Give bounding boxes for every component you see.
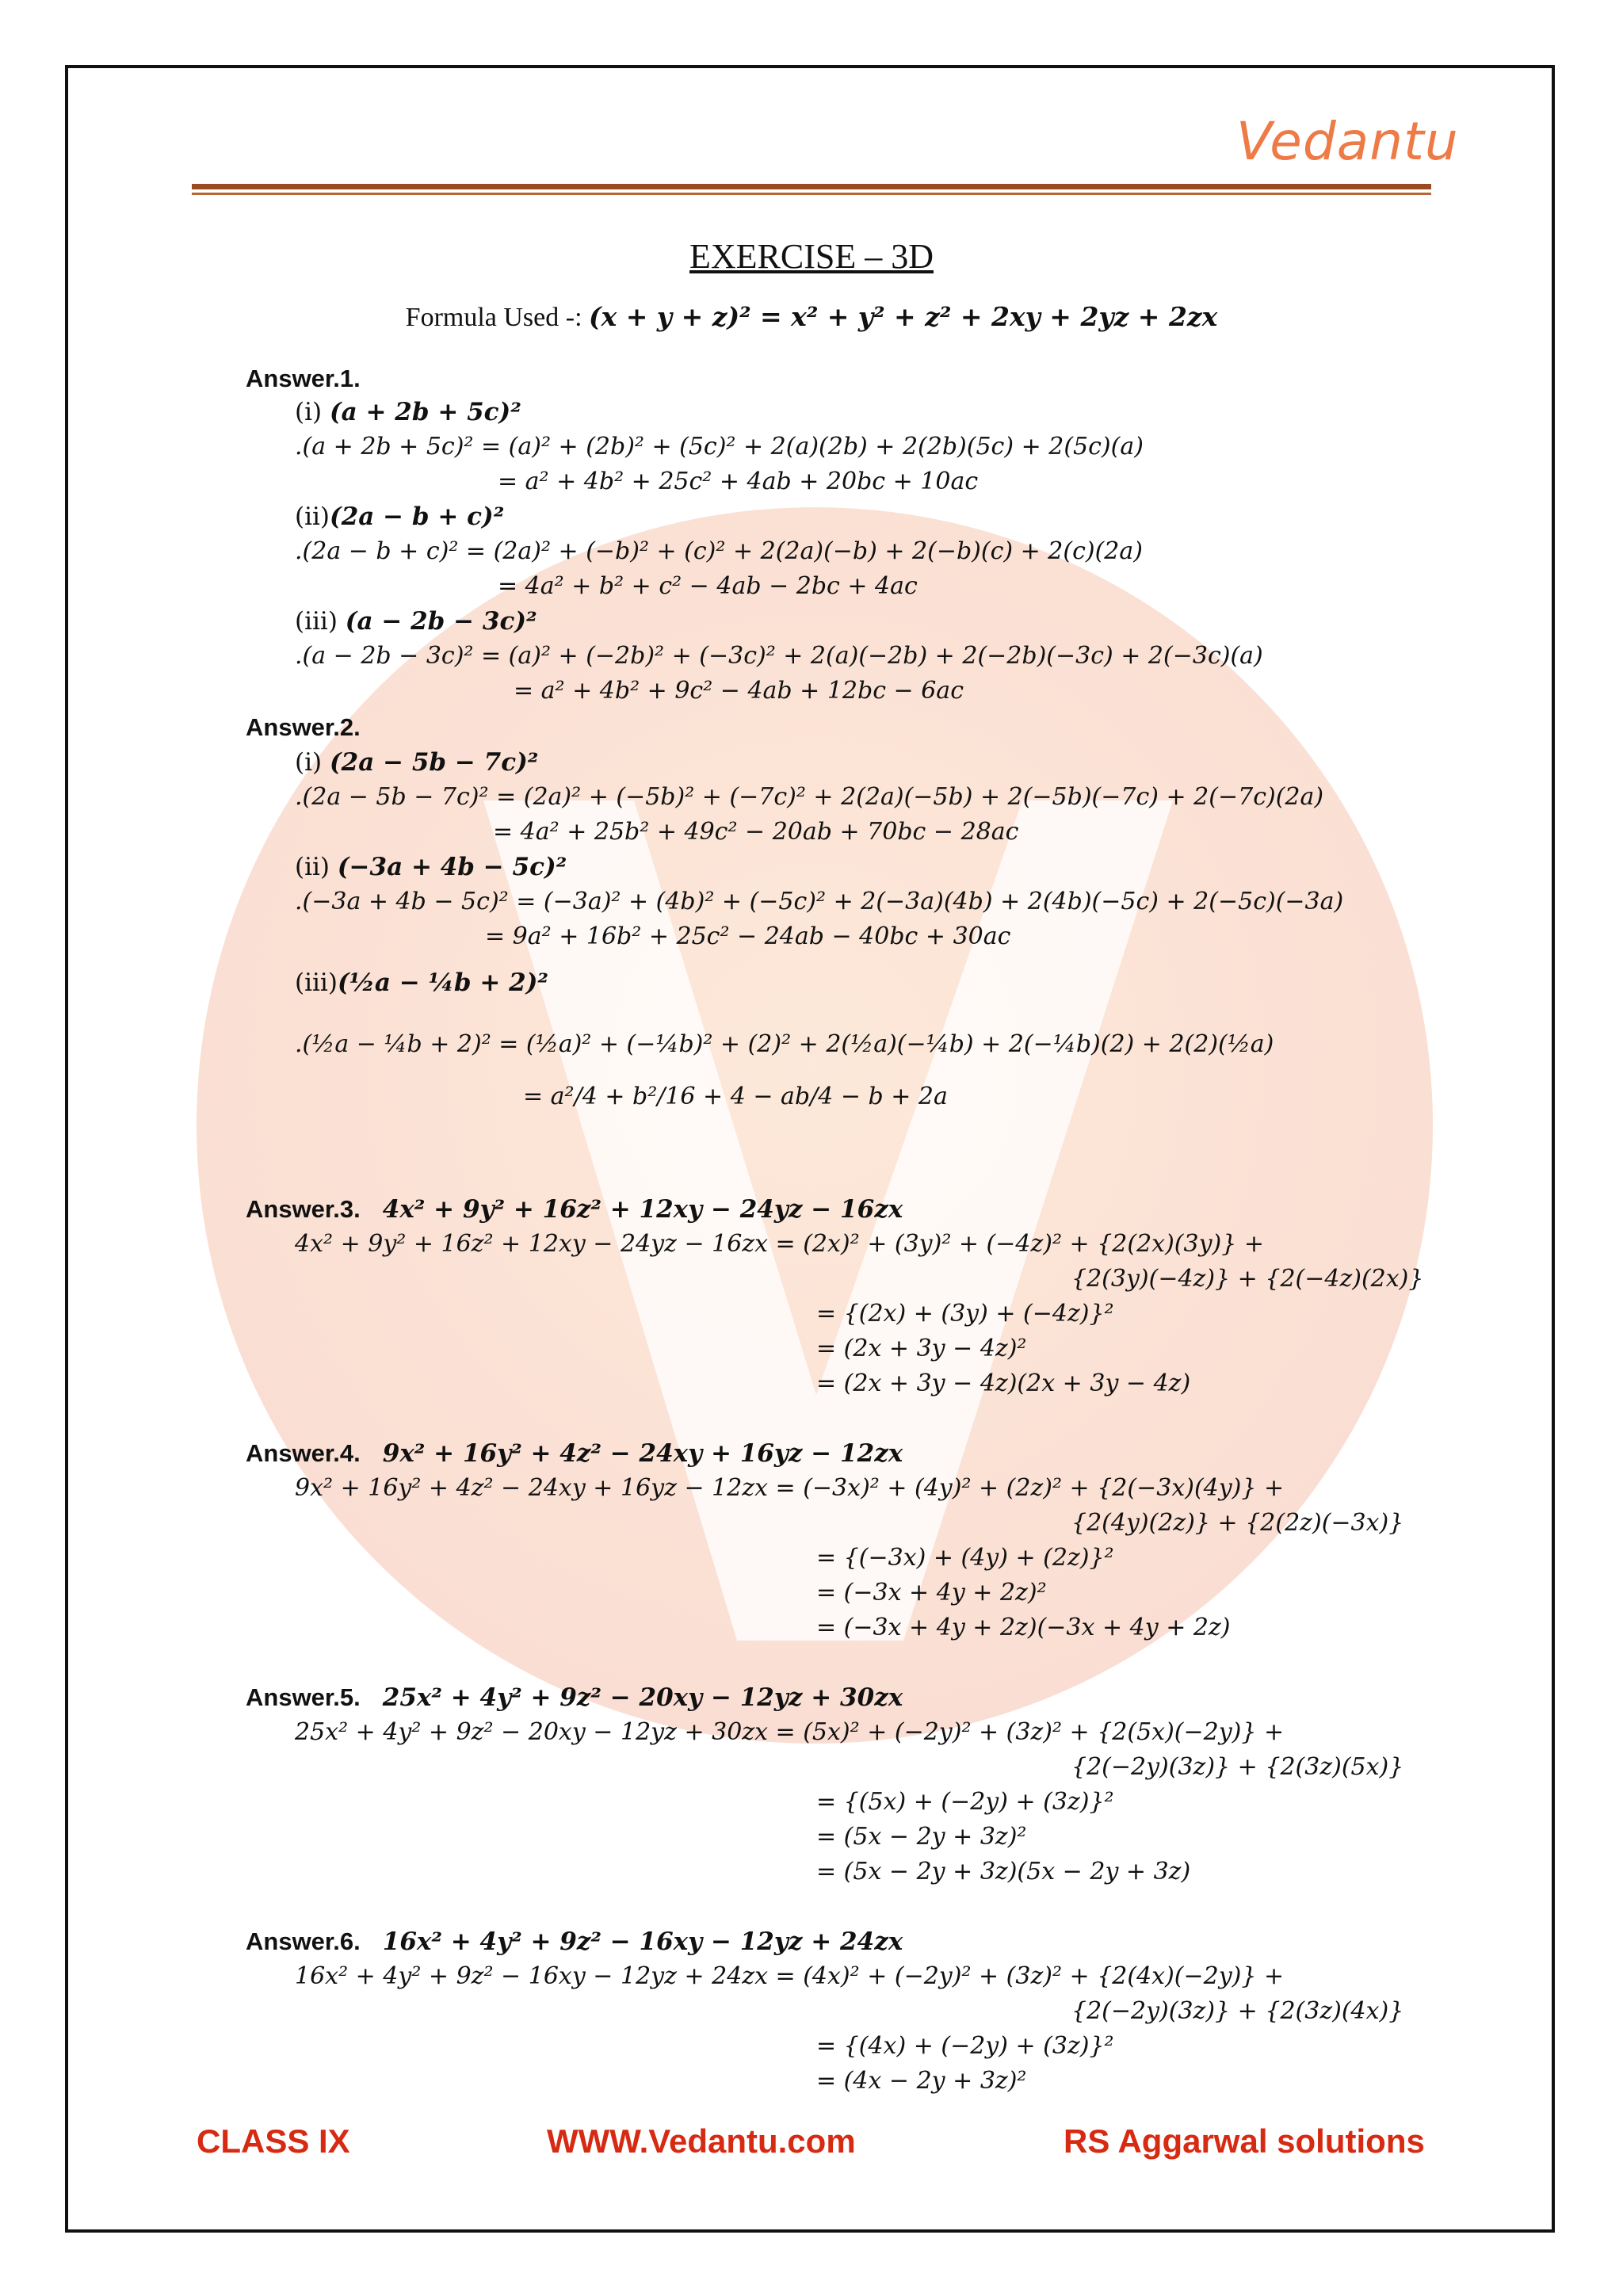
answer-2-part-i-heading: (i) (2a − 5b − 7c)² (295, 748, 539, 777)
answer-5-line-3: = {(5x) + (−2y) + (3z)}² (816, 1788, 1114, 1816)
answer-4-line-2: {2(4y)(2z)} + {2(2z)(−3x)} (1071, 1509, 1404, 1537)
answer-1-part-ii-line-1: .(2a − b + c)² = (2a)² + (−b)² + (c)² + 2(2a)(−b) + 2(−b)(c) + 2(c)(2a) (295, 537, 1143, 565)
answer-5-line-2: {2(−2y)(3z)} + {2(3z)(5x)} (1071, 1753, 1404, 1781)
header-rule (192, 184, 1431, 189)
header-rule-thin (192, 193, 1431, 195)
answer-3-line-3: = {(2x) + (3y) + (−4z)}² (816, 1300, 1114, 1328)
answer-1-part-i-line-2: = a² + 4b² + 25c² + 4ab + 20bc + 10ac (498, 468, 979, 495)
answer-1-part-i-line-1: .(a + 2b + 5c)² = (a)² + (2b)² + (5c)² + 2(a)(2b) + 2(2b)(5c) + 2(5c)(a) (295, 433, 1144, 460)
answer-3-line-5: = (2x + 3y − 4z)(2x + 3y − 4z) (816, 1370, 1191, 1397)
answer-1-part-iii-line-2: = a² + 4b² + 9c² − 4ab + 12bc − 6ac (514, 677, 964, 705)
answer-4-line-3: = {(−3x) + (4y) + (2z)}² (816, 1544, 1114, 1572)
answer-1-label: Answer.1. (246, 365, 361, 392)
answer-2-part-iii-line-1: .(½a − ¼b + 2)² = (½a)² + (−¼b)² + (2)² + 2(½a)(−¼b) + 2(−¼b)(2) + 2(2)(½a) (295, 1030, 1274, 1058)
answer-1-part-iii-heading: (iii) (a − 2b − 3c)² (295, 607, 537, 636)
answer-4-line-4: = (−3x + 4y + 2z)² (816, 1579, 1047, 1606)
footer-class: CLASS IX (197, 2122, 350, 2160)
answer-3-line-2: {2(3y)(−4z)} + {2(−4z)(2x)} (1071, 1265, 1424, 1293)
answer-2-part-ii-heading: (ii) (−3a + 4b − 5c)² (295, 853, 567, 881)
answer-1-part-ii-heading: (ii)(2a − b + c)² (295, 502, 505, 531)
footer-book-title: RS Aggarwal solutions (1064, 2122, 1425, 2160)
answer-5-heading: Answer.5. 25x² + 4y² + 9z² − 20xy − 12yz + 30zx (246, 1683, 903, 1712)
answer-1-part-ii-line-2: = 4a² + b² + c² − 4ab − 2bc + 4ac (498, 572, 918, 600)
page-title: EXERCISE – 3D (689, 237, 934, 276)
answer-5-line-5: = (5x − 2y + 3z)(5x − 2y + 3z) (816, 1858, 1191, 1885)
answer-6-line-1: 16x² + 4y² + 9z² − 16xy − 12yz + 24zx = (4x)² + (−2y)² + (3z)² + {2(4x)(−2y)} + (295, 1962, 1285, 1990)
answer-6-line-4: = (4x − 2y + 3z)² (816, 2067, 1027, 2095)
answer-3-heading: Answer.3. 4x² + 9y² + 16z² + 12xy − 24yz − 16zx (246, 1195, 903, 1224)
formula-label: Formula Used -: (405, 303, 590, 332)
answer-6-line-2: {2(−2y)(3z)} + {2(3z)(4x)} (1071, 1997, 1404, 2025)
answer-3-line-4: = (2x + 3y − 4z)² (816, 1335, 1027, 1362)
formula-expression: (x + y + z)² = x² + y² + z² + 2xy + 2yz + 2zx (589, 301, 1218, 332)
answer-6-line-3: = {(4x) + (−2y) + (3z)}² (816, 2032, 1114, 2060)
answer-2-part-iii-line-2: = a²/4 + b²/16 + 4 − ab/4 − b + 2a (523, 1083, 948, 1110)
answer-2-part-i-line-2: = 4a² + 25b² + 49c² − 20ab + 70bc − 28ac (493, 818, 1019, 846)
answer-2-label: Answer.2. (246, 713, 361, 741)
answer-1-part-i-heading: (i) (a + 2b + 5c)² (295, 398, 521, 426)
formula-used (0, 301, 1623, 333)
answer-5-line-4: = (5x − 2y + 3z)² (816, 1823, 1027, 1851)
answer-1-part-iii-line-1: .(a − 2b − 3c)² = (a)² + (−2b)² + (−3c)² + 2(a)(−2b) + 2(−2b)(−3c) + 2(−3c)(a) (295, 642, 1263, 670)
brand-logo: Vedantu (1236, 111, 1459, 172)
answer-2-part-ii-line-2: = 9a² + 16b² + 25c² − 24ab − 40bc + 30ac (485, 923, 1011, 950)
answer-5-line-1: 25x² + 4y² + 9z² − 20xy − 12yz + 30zx = (5x)² + (−2y)² + (3z)² + {2(5x)(−2y)} + (295, 1718, 1285, 1746)
footer-website-link[interactable]: WWW.Vedantu.com (547, 2122, 856, 2160)
answer-4-heading: Answer.4. 9x² + 16y² + 4z² − 24xy + 16yz − 12zx (246, 1439, 903, 1468)
answer-2-part-iii-heading: (iii)(½a − ¼b + 2)² (295, 968, 548, 997)
answer-6-heading: Answer.6. 16x² + 4y² + 9z² − 16xy − 12yz + 24zx (246, 1927, 903, 1956)
answer-2-part-ii-line-1: .(−3a + 4b − 5c)² = (−3a)² + (4b)² + (−5c)² + 2(−3a)(4b) + 2(4b)(−5c) + 2(−5c)(−3a) (295, 888, 1344, 915)
answer-3-line-1: 4x² + 9y² + 16z² + 12xy − 24yz − 16zx = (2x)² + (3y)² + (−4z)² + {2(2x)(3y)} + (295, 1230, 1265, 1258)
answer-4-line-5: = (−3x + 4y + 2z)(−3x + 4y + 2z) (816, 1614, 1231, 1641)
answer-2-part-i-line-1: .(2a − 5b − 7c)² = (2a)² + (−5b)² + (−7c)² + 2(2a)(−5b) + 2(−5b)(−7c) + 2(−7c)(2a) (295, 783, 1324, 811)
answer-4-line-1: 9x² + 16y² + 4z² − 24xy + 16yz − 12zx = (−3x)² + (4y)² + (2z)² + {2(−3x)(4y)} + (295, 1474, 1285, 1502)
